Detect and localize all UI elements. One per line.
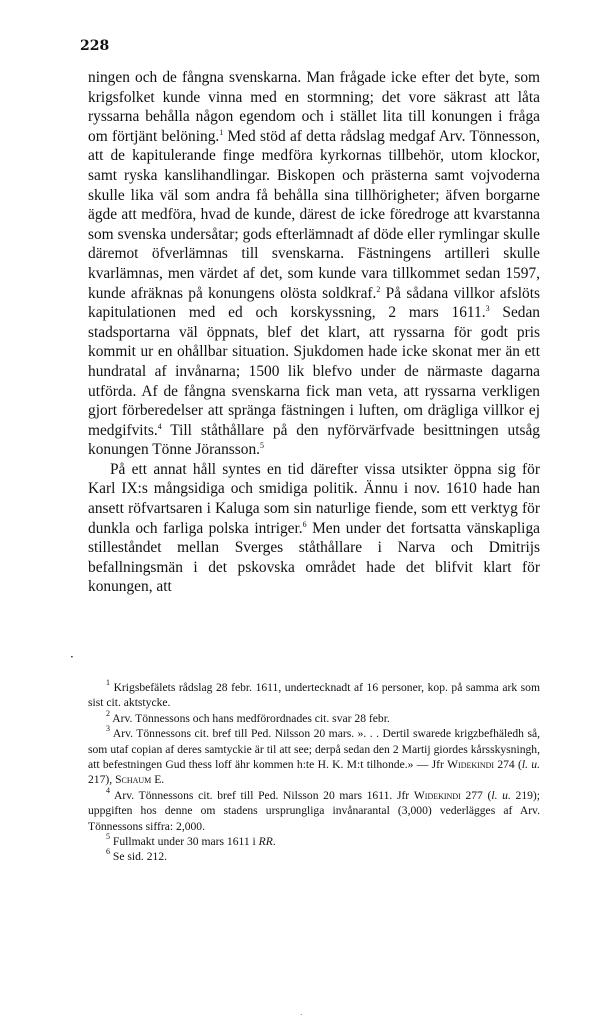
footnote-3: [88, 726, 540, 788]
footnote-5: [88, 834, 540, 849]
footnote-ref-5[interactable]: 5: [260, 441, 264, 451]
footnotes: [88, 680, 540, 865]
footnote-text: 277 (: [460, 788, 492, 802]
bottom-mark: .: [300, 1008, 303, 1017]
footnote-ref-2[interactable]: 2: [376, 284, 381, 294]
footnote-text: 217),: [88, 773, 116, 787]
footnote-number: 1: [106, 678, 110, 687]
paragraph-2-part-1: På ett annat håll syntes en tid därefter vissa utsikter öppna sig för Karl IX:s mångsidiga och smidiga politik. Ännu i nov. 1610 hade han ansett röfvartsaren i Kaluga som sin naturlige fiende, som ett verktyg för dunkla och farliga polska intriger.: [88, 460, 540, 537]
footnote-4: [88, 785, 540, 834]
paragraph-1: [88, 68, 540, 460]
footnote-text: Arv. Tönnessons cit. bref till Ped. Nilsson 20 mars. ». . . Dertil swarede krigzbefhäledh så, som utaf copian af deres samtyckie är til att see; derpå sedan den 2 Martij giordes kårsskysningh, att befestningen Gud thess loff ähr kommen h:te H. K. M:t tilhonde.» — Jfr: [88, 727, 541, 772]
paragraph-1-part-3: På sådana villkor afslöts kapitulationen med ed och korskyssning, 2 mars 1611.: [88, 284, 540, 322]
main-text: [88, 68, 540, 597]
margin-mark: ·: [70, 650, 74, 664]
footnote-text: 219); uppgiften hos denne om stadens ursprungliga invånarantal (3,000) vederlägges af Arv. Tönnessons siffra: 2,000.: [88, 788, 540, 833]
footnote-number: 2: [106, 708, 110, 718]
paragraph-1-part-1: ningen och de fångna svenskarna. Man frågade icke efter det byte, som krigsfolket kunde vinna med en stormning; det vore säkrast att låta ryssarna behålla någon egendom och i stället lita till konungen i fråga om förtjänt belöning.: [88, 69, 540, 145]
footnote-number: 5: [106, 832, 110, 842]
footnote-text: .: [272, 835, 276, 849]
footnote-ref-3[interactable]: 3: [485, 304, 490, 314]
footnote-text: Krigsbefälets rådslag 28 febr. 1611, undertecknadt af 16 personer, kop. på samma ark som sist cit. aktstycke.: [88, 681, 540, 710]
footnote-ref-4[interactable]: 4: [157, 421, 162, 431]
author-name: Schaum: [115, 773, 152, 787]
page-number: 228: [80, 38, 110, 54]
paragraph-1-part-2: Med stöd af detta rådslag medgaf Arv. Tönnesson, att de kapitulerande finge medföra kyrkornas tillbehör, utom klockor, samt ryska kanslihandlingar. Biskopen och prästerna samt vojvoderna skulle lika väl som andra få behålla sina tillhörigheter; äfven borgarne ägde att medföra, hvad de kunde, därest de icke föredroge att kvarstanna som svenska undersåtar; gods efterlämnadt af döde eller rymlingar skulle däremot öfverlämnas till svenskarna. Fästningens artilleri skulle kvarlämnas, men värdet af det, som kunde vara tillkommet sedan 1597, kunde afräknas på konungens olösta soldkraf.: [88, 127, 540, 302]
footnote-text: Arv. Tönnessons cit. bref till Ped. Nilsson 20 mars 1611. Jfr: [114, 788, 414, 802]
abbreviation: l. u.: [491, 788, 511, 802]
footnote-text: Se sid. 212.: [112, 850, 168, 864]
footnote-text: E.: [151, 773, 165, 787]
paragraph-1-part-4: Sedan stadsportarna väl öppnats, blef det klart, att ryssarna för godt pris kommit ur en ohållbar situation. Sjukdomen hade icke skonat mer än ett hundratal af invånarna; 1500 lik blefvo under de närmaste dagarna utförda. Af de fångna svenskarna fick man veta, att ryssarna verkligen gjort förberedelser att spränga fästningen i luften, om drägliga villkor ej medgifvits.: [88, 304, 540, 439]
footnote-ref-6[interactable]: 6: [302, 519, 307, 529]
author-name: Widekindi: [413, 788, 461, 802]
footnote-number: 4: [106, 785, 110, 795]
paragraph-2: [88, 460, 540, 597]
footnote-number: 6: [106, 847, 110, 857]
abbreviation: RR: [258, 835, 273, 849]
footnote-number: 3: [106, 724, 110, 734]
author-name: Widekindi: [447, 758, 495, 772]
footnote-2: [88, 708, 540, 726]
paragraph-1-part-5: Till ståthållare på den nyförvärfvade besittningen utsåg konungen Tönne Jöransson.: [88, 421, 540, 459]
abbreviation: l. u.: [521, 758, 540, 772]
footnote-ref-1[interactable]: 1: [219, 127, 224, 137]
footnote-text: Arv. Tönnessons och hans medförordnades cit. svar 28 febr.: [112, 711, 390, 725]
footnote-6: [88, 849, 540, 864]
footnote-1: [88, 680, 540, 711]
footnote-text: Fullmakt under 30 mars 1611 i: [112, 835, 259, 849]
footnote-text: 274 (: [494, 758, 522, 772]
paragraph-2-part-2: Men under det fortsatta vänskapliga stilleståndet mellan Sverges ståthållare i Narva och Dmitrijs befallningsmän i det pskovska området hade det blifvit klart för konungen, att: [88, 519, 540, 596]
